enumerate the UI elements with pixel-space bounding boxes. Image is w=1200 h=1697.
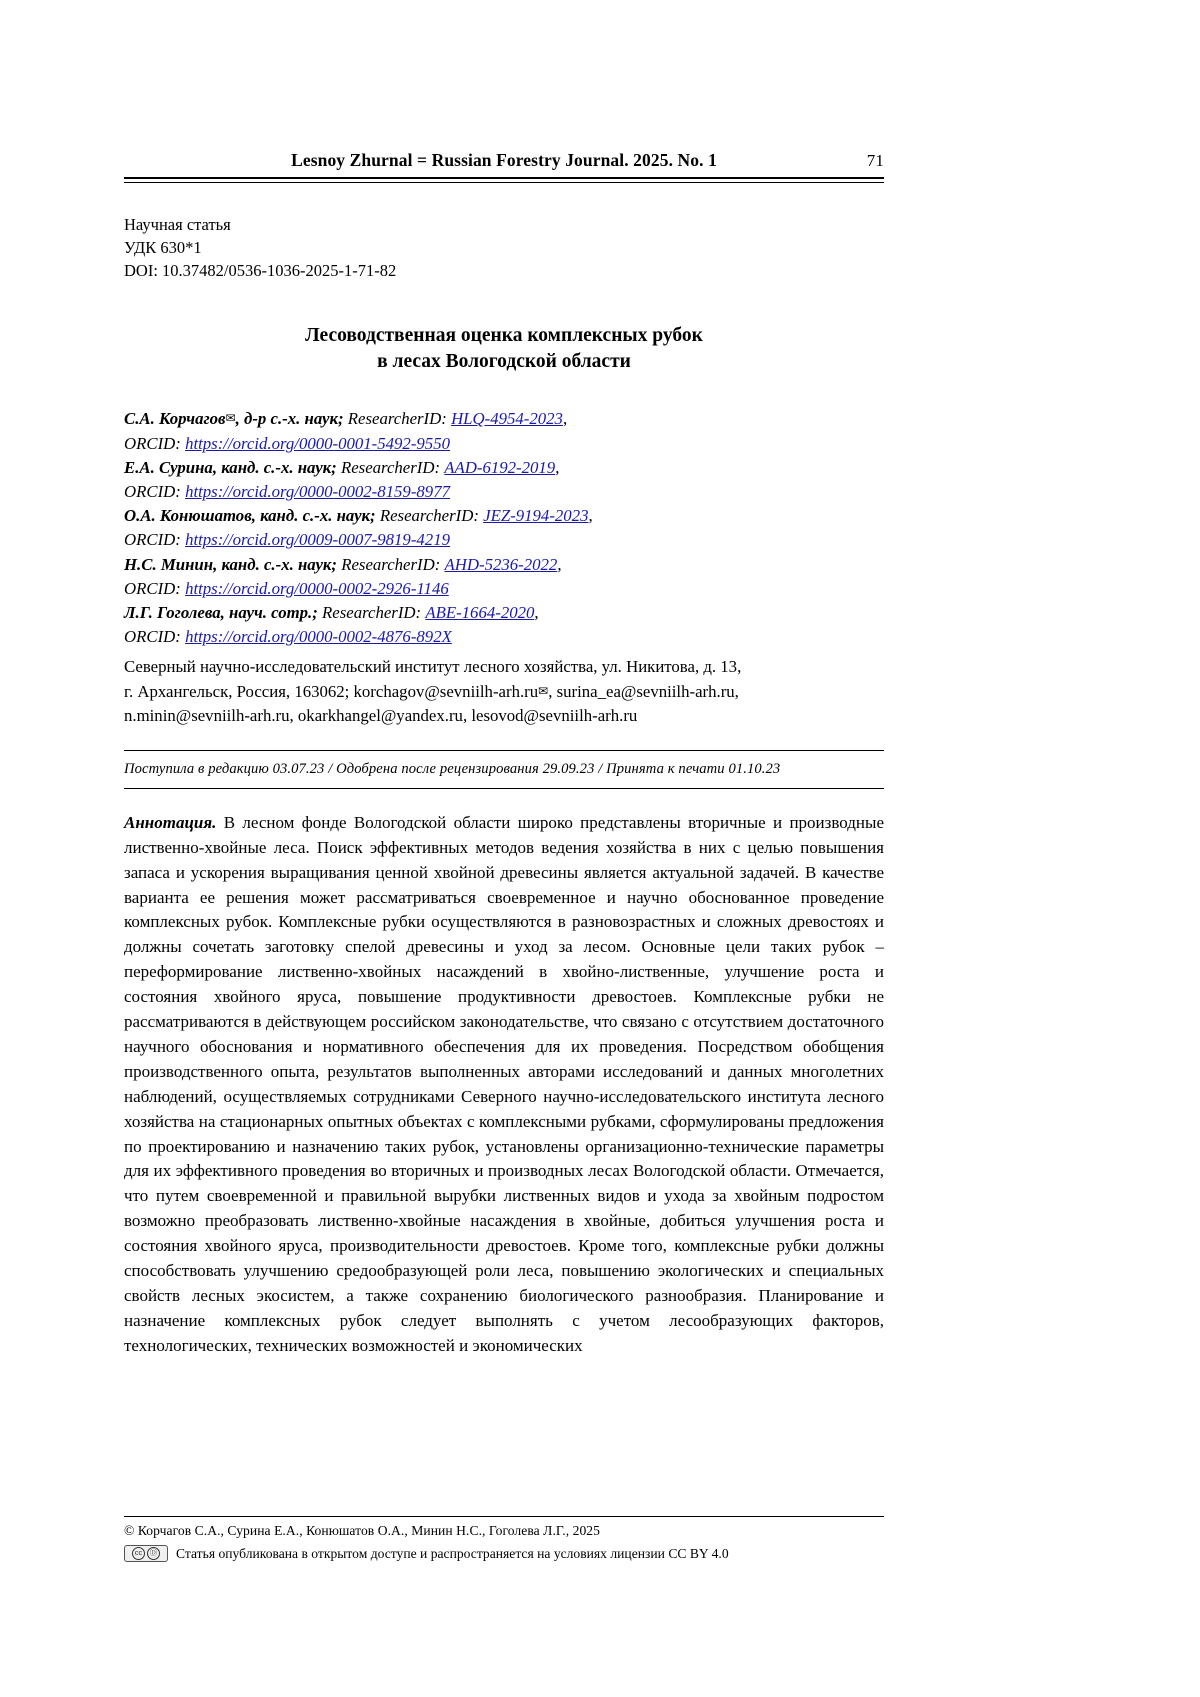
abstract-label: Аннотация.: [124, 812, 217, 832]
author-degree: , канд. с.-х. наук;: [213, 554, 338, 574]
affiliation-line-2: [124, 680, 884, 704]
author-degree: , канд. с.-х. наук;: [212, 457, 337, 477]
author-entry: [124, 553, 884, 577]
abstract-text: В лесном фонде Вологодской области широко представлены вторичные и производные лиственно-хвойные леса. Поиск эффективных методов ведения хозяйства в них с целью повышения запаса и ускорения выращивания ценной хвойной древесины является актуальной задачей. В качестве варианта ее решения может рассматриваться своевременное и научно обоснованное проведение комплексных рубок. Комплексные рубки осуществляются в разновозрастных и сложных древостоях и должны сочетать заготовку спелой древесины и уход за лесом. Основные цели таких рубок – переформирование лиственно-хвойных насаждений в хвойно-лиственные, улучшение роста и состояния хвойного яруса, повышение продуктивности древостоев. Комплексные рубки не рассматриваются в действующем российском законодательстве, что связано с отсутствием достаточного научного обоснования и нормативного обеспечения для их проведения. Посредством обобщения производственного опыта, результатов выполненных авторами исследований и данных многолетних наблюдений, осуществляемых сотрудниками Северного научно-исследовательского института лесного хозяйства на стационарных опытных объектах с комплексными рубками, сформулированы предложения по проектированию и назначению таких рубок, установлены организационно-технические параметры для их эффективного проведения во вторичных и производных лесах Вологодской области. Отмечается, что путем своевременной и правильной вырубки лиственных видов и ухода за хвойным подростом возможно преобразовать лиственно-хвойные насаждения в хвойные, добиться улучшения роста и состояния хвойного яруса, производительности древостоев. Кроме того, комплексные рубки должны способствовать улучшению средообразующей роли леса, повышению экологических и специальных свойств лесных экосистем, а также сохранению биологического разнообразия. Планирование и назначение комплексных рубок следует выполнять с учетом лесообразующих факторов, технологических, технических возможностей и экономических: [124, 812, 884, 1355]
orcid-link[interactable]: https://orcid.org/0009-0007-9819-4219: [185, 530, 450, 550]
author-orcid-line: [124, 577, 884, 601]
author-comma: ,: [562, 409, 568, 429]
page-number: 71: [866, 151, 884, 170]
researcherid-label: ResearcherID:: [347, 409, 447, 429]
researcherid-label: ResearcherID:: [379, 506, 479, 526]
author-orcid-line: [124, 528, 884, 552]
abstract-block: [124, 811, 884, 1359]
author-name: О.А. Конюшатов: [124, 506, 252, 526]
author-degree: , д-р с.-х. наук;: [235, 409, 344, 429]
author-name: Е.А. Сурина: [124, 457, 213, 477]
affiliation-line-2-post: , surina_ea@sevniilh-arh.ru,: [548, 681, 739, 701]
affiliation-line-2-pre: г. Архангельск, Россия, 163062; korchagov@sevniilh-arh.ru: [124, 681, 539, 701]
title-line-1: Лесоводственная оценка комплексных рубок: [305, 324, 703, 346]
author-name: Л.Г. Гоголева: [124, 602, 221, 622]
page-content: [124, 150, 884, 1359]
orcid-label: ORCID:: [124, 627, 181, 647]
email-icon: ✉: [538, 683, 549, 698]
researcherid-link[interactable]: HLQ-4954-2023: [451, 409, 563, 429]
author-comma: ,: [588, 506, 593, 526]
orcid-link[interactable]: https://orcid.org/0000-0002-4876-892X: [185, 627, 452, 647]
journal-title: Lesnoy Zhurnal = Russian Forestry Journal. 2025. No. 1: [291, 150, 717, 170]
affiliation-line-3: n.minin@sevniilh-arh.ru, okarkhangel@yandex.ru, lesovod@sevniilh-arh.ru: [124, 705, 638, 725]
author-entry: [124, 407, 884, 431]
author-orcid-line: [124, 432, 884, 456]
researcherid-label: ResearcherID:: [341, 554, 441, 574]
author-comma: ,: [534, 602, 539, 622]
researcherid-link[interactable]: JEZ-9194-2023: [483, 506, 589, 526]
orcid-label: ORCID:: [124, 482, 181, 502]
article-meta: [124, 213, 884, 283]
researcherid-label: ResearcherID:: [322, 602, 422, 622]
orcid-label: ORCID:: [124, 433, 181, 453]
orcid-link[interactable]: https://orcid.org/0000-0001-5492-9550: [185, 433, 450, 453]
author-comma: ,: [557, 554, 562, 574]
creative-commons-icon: cc Ⓓ: [124, 1545, 168, 1562]
page-title: [124, 323, 884, 376]
orcid-link[interactable]: https://orcid.org/0000-0002-2926-1146: [185, 578, 449, 598]
author-orcid-line: [124, 480, 884, 504]
email-icon: ✉: [225, 411, 236, 426]
page-footer: [124, 1516, 884, 1562]
researcherid-link[interactable]: AHD-5236-2022: [444, 554, 558, 574]
license-row: [124, 1545, 884, 1562]
researcherid-label: ResearcherID:: [340, 457, 441, 477]
author-entry: [124, 456, 884, 480]
doi-code: DOI: 10.37482/0536-1036-2025-1-71-82: [124, 261, 397, 281]
running-head: [124, 150, 884, 171]
udc-code: УДК 630*1: [124, 238, 202, 258]
orcid-link[interactable]: https://orcid.org/0000-0002-8159-8977: [185, 482, 450, 502]
affiliation-block: [124, 655, 884, 728]
title-line-2: в лесах Вологодской области: [377, 351, 631, 373]
author-degree: , канд. с.-х. наук;: [251, 506, 376, 526]
researcherid-link[interactable]: AAD-6192-2019: [444, 457, 556, 477]
author-degree: , науч. сотр.;: [220, 602, 318, 622]
author-name: С.А. Корчагов: [124, 409, 226, 429]
submission-dates: Поступила в редакцию 03.07.23 / Одобрена после рецензирования 29.09.23 / Принята к печати 01.10.23: [124, 760, 781, 777]
affiliation-line-1: Северный научно-исследовательский институт лесного хозяйства, ул. Никитова, д. 13,: [124, 657, 742, 677]
dates-divider-top: [124, 750, 884, 751]
researcherid-link[interactable]: ABE-1664-2020: [425, 602, 535, 622]
footer-divider: [124, 1516, 884, 1517]
orcid-label: ORCID:: [124, 530, 181, 550]
author-entry: [124, 601, 884, 625]
article-type: Научная статья: [124, 214, 231, 234]
author-entry: [124, 504, 884, 528]
license-text: Статья опубликована в открытом доступе и распространяется на условиях лицензии CC BY 4.0: [176, 1545, 729, 1561]
copyright-line: © Корчагов С.А., Сурина Е.А., Конюшатов О.А., Минин Н.С., Гоголева Л.Г., 2025: [124, 1523, 600, 1538]
author-name: Н.С. Минин: [124, 554, 214, 574]
header-divider: [124, 177, 884, 183]
orcid-label: ORCID:: [124, 578, 181, 598]
author-orcid-line: [124, 625, 884, 649]
author-list: [124, 407, 884, 649]
dates-divider-bottom: [124, 788, 884, 789]
author-comma: ,: [555, 457, 560, 477]
